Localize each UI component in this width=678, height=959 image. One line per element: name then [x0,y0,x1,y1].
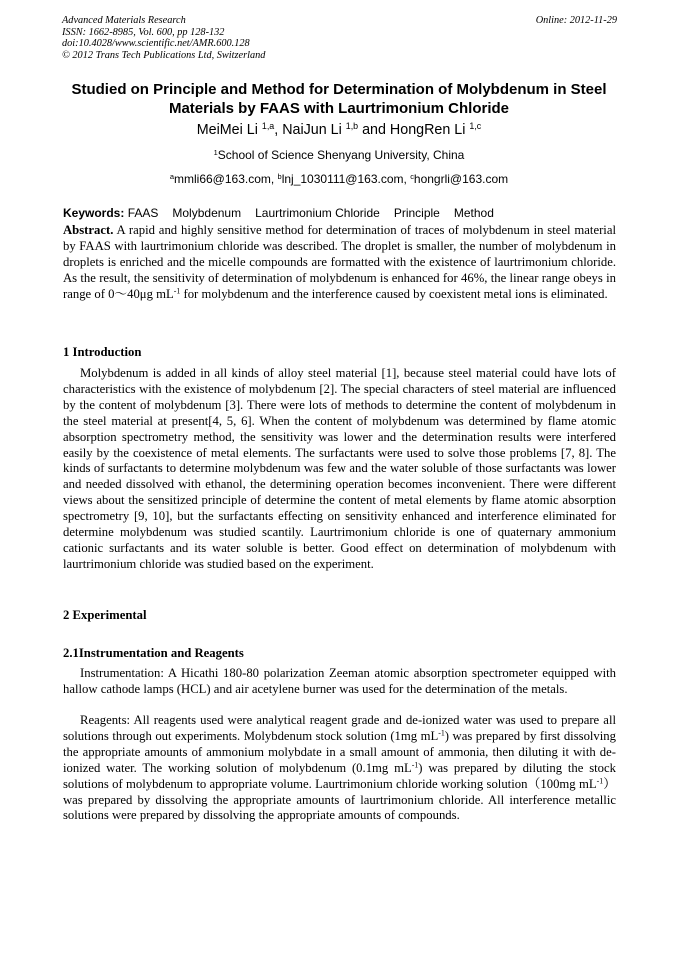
author-name: HongRen Li [389,122,466,138]
author-superscript: 1,a [261,121,275,132]
author-email-link[interactable]: mmli66@163.com, [174,172,278,186]
keyword: Laurtrimonium Chloride [255,206,380,220]
online-date: Online: 2012-11-29 [535,15,617,26]
author-name: MeiMei Li [196,122,258,138]
reagents-text: Reagents: All reagents used were analytical reagent grade and de-ionized water was used to prepare all solutions through out experiments. Molybdenum stock solution (1mg mL [63,713,616,743]
reagents-paragraph [63,713,616,824]
abstract-text: A rapid and highly sensitive method for determination of traces of molybdenum in steel material by FAAS with laurtrimonium chloride was described. The droplet is smaller, the number of molybdenum in droplets is enriched and the micelle compounds are formatted with the existence of laurtrimonium chloride. As the result, the sensitivity of determination of molybdenum is enhanced for 46%, the linear range obeys in range of 0～40μg mL [63,223,616,301]
author-email-link[interactable]: lnj_1030111@163.com, [281,172,411,186]
section-heading-experimental: 2 Experimental [63,608,147,622]
paper-title: Studied on Principle and Method for Determination of Molybdenum in Steel Materials by FAAS with Laurtrimonium Chloride [71,81,607,117]
journal-doi: doi:10.4028/www.scientific.net/AMR.600.128 [62,38,250,50]
keyword: FAAS [127,206,159,220]
journal-header [62,15,617,61]
author-conjunction: and [358,122,390,138]
instrumentation-paragraph: Instrumentation: A Hicathi 180-80 polarization Zeeman atomic absorption spectrometer equipped with hallow cathode lamps (HCL) and air acetylene burner was used for the determination of the metals. [63,666,616,696]
author-email-link[interactable]: hongrli@163.com [413,172,509,186]
author-name: NaiJun Li [282,122,342,138]
affiliation [40,147,638,163]
email-superscript: a [169,171,174,181]
keyword: Molybdenum [172,206,242,220]
journal-issn: ISSN: 1662-8985, Vol. 600, pp 128-132 [62,26,225,38]
abstract-label: Abstract. [63,223,114,237]
reagents-superscript: -1 [411,760,419,770]
keyword: Principle [393,206,440,220]
affiliation-superscript: 1 [213,147,218,157]
reagents-superscript: -1 [438,728,445,738]
author-list [40,121,638,139]
abstract-text: for molybdenum and the interference caused by coexistent metal ions is eliminated. [180,286,608,301]
affiliation-text: School of Science Shenyang University, China [217,148,465,162]
author-emails [40,171,638,187]
journal-copyright: © 2012 Trans Tech Publications Ltd, Switzerland [62,49,266,61]
keyword: Method [453,206,494,220]
author-separator: , [274,122,283,138]
email-superscript: c [410,171,414,181]
reagents-text: ) was prepared by first dissolving the appropriate amounts of ammonium molybdate in a small amount of ammonia, then diluting it with de-ionized water. The working solution of molybdenum (0.1mg mL [63,728,616,775]
author-superscript: 1,c [469,121,482,132]
reagents-text: ）was prepared by dissolving the appropriate amounts of laurtrimonium chloride. All interference metallic solutions were prepared by dissolving the appropriate amounts of compounds. [63,776,616,823]
abstract-superscript: -1 [173,286,181,296]
keywords-line [63,205,618,221]
email-superscript: b [277,171,282,181]
subsection-heading-instrumentation: 2.1Instrumentation and Reagents [63,646,244,660]
abstract [63,223,616,303]
section-heading-introduction: 1 Introduction [63,345,142,359]
author-superscript: 1,b [345,121,359,132]
keywords-label: Keywords: [63,206,125,220]
introduction-paragraph: Molybdenum is added in all kinds of alloy steel material [1], because steel material could have lots of characteristics with the existence of molybdenum [2]. The special characters of steel material are influenced by the content of molybdenum [3]. There were lots of methods to determine the content of molybdenum in the steel material at present[4, 5, 6]. When the content of molybdenum was determined by flame atomic absorption spectrometry method, the sensitivity was lower and the determination results were interfered easily by the coexistence of metal elements. The surfactants were used to solve those problems [7, 8]. The kinds of surfactants to determine molybdenum was few and the water soluble of those surfactants was lower and needed dissolved with ethanol, the determining operation becomes inconvenient. There were different views about the sensitized principle of determine the content of metal elements by flame atomic absorption spectrometry [9, 10], but the surfactants effecting on sensitivity enhanced and interference eliminated for determine molybdenum was studied scantily. Laurtrimonium chloride is one of quaternary ammonium cationic surfactants and its water soluble is better. Good effect on determination of molybdenum with laurtrimonium chloride was studied based on the experiment. [63,366,616,571]
reagents-superscript: -1 [596,776,604,786]
journal-name: Advanced Materials Research [62,15,186,26]
reagents-text: ) was prepared by diluting the stock solutions of molybdenum to appropriate volume. Laurtrimonium chloride working solution（100mg mL [63,760,616,791]
